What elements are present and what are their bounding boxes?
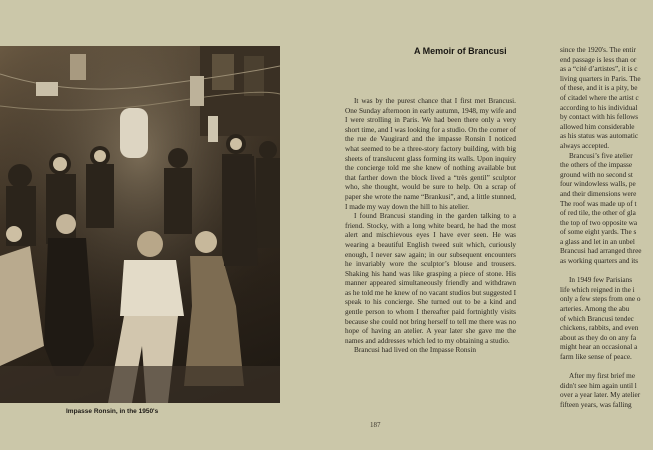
text-line: and their dimensions were bbox=[560, 189, 637, 198]
text-line: of some eight yards. The s bbox=[560, 228, 637, 237]
photo-caption: Impasse Ronsin, in the 1950's bbox=[66, 408, 159, 415]
paragraph: Brancusi had lived on the Impasse Ronsin bbox=[354, 346, 477, 355]
text-line: didn't see him again until l bbox=[560, 381, 637, 390]
text-line: four windowless walls, pe bbox=[560, 180, 636, 189]
dance-scene-illustration bbox=[0, 46, 280, 403]
text-line: since the 1920's. The entir bbox=[560, 46, 636, 54]
text-line: according to his individual bbox=[560, 103, 638, 112]
text-line: farm like sense of peace. bbox=[560, 353, 632, 361]
text-line: ground with no second st bbox=[560, 170, 633, 179]
text-line: of these, and it is a pity, be bbox=[560, 84, 638, 93]
text-line: might hear an occasional a bbox=[560, 343, 638, 352]
text-column-left bbox=[345, 97, 516, 356]
text-column-right-cropped bbox=[560, 46, 653, 411]
text-line: a glass and let in an unbel bbox=[560, 237, 635, 246]
text-line: as his status was automatic bbox=[560, 132, 639, 141]
text-line: always accepted. bbox=[560, 141, 610, 150]
page-number: 187 bbox=[370, 421, 381, 429]
photograph-impasse-ronsin bbox=[0, 46, 280, 403]
text-line: life which reigned in the i bbox=[560, 285, 635, 294]
text-line: of citadel where the artist c bbox=[560, 93, 639, 102]
text-line: about as they do on any fa bbox=[560, 333, 637, 342]
text-line: as a “cité d’artistes”, it is c bbox=[560, 65, 638, 74]
text-line: arteries. Among the abu bbox=[560, 305, 630, 314]
text-line: After my first brief me bbox=[569, 372, 636, 381]
text-line: the others of the impasse bbox=[560, 161, 633, 170]
text-line: The roof was made up of t bbox=[560, 199, 637, 208]
text-line: by contact with his fellows bbox=[560, 113, 639, 122]
text-line: the top of two opposite wa bbox=[560, 218, 638, 227]
paragraph: I found Brancusi standing in the garden talking to a friend. Stocky, with a long white beard, he had the most alert and mischievous eyes I have ever seen. He was wearing a beautiful English tweed suit which, curiously enough, I never saw again; in our subsequent encounters he invariably wore the sculptor’s blouse and trousers. Shaking his hand was like grasping a piece of stone. His manner appeared simultaneously friendly and withdrawn as he told me he knew of no vacant studios but suggested I speak to his concierge. She turned out to be a kind and gentle person to whom I thereafter paid fortnightly visits because she could not bring herself to tell me there was no hope of having an atelier. A year later she gave me the names and addresses which led to my obtaining a studio. bbox=[345, 212, 516, 345]
text-line: living quarters in Paris. The bbox=[560, 74, 641, 83]
text-line: over a year later. My atelier bbox=[560, 391, 641, 400]
text-line: end passage is less than or bbox=[560, 55, 637, 64]
text-line: as working quarters and its bbox=[560, 257, 639, 266]
text-line: only a few steps from one o bbox=[560, 295, 641, 304]
text-line: In 1949 few Parisians bbox=[569, 276, 633, 285]
text-line: of which Brancusi tendec bbox=[560, 314, 634, 323]
article-title: A Memoir of Brancusi bbox=[414, 46, 507, 56]
text-line: of red tile, the other of gla bbox=[560, 209, 636, 218]
text-line: allowed him considerable bbox=[560, 122, 635, 131]
text-line: Brancusi’s five atelier bbox=[569, 151, 633, 160]
text-line: fifteen years, was falling bbox=[560, 400, 632, 409]
text-line: Brancusi had arranged three bbox=[560, 247, 642, 256]
paragraph: It was by the purest chance that I first met Brancusi. One Sunday afternoon in early autumn, 1948, my wife and I were strolling in Paris. We had been there only a very short time, and I was looking for a studio. On the corner of the rue de Vaugirard and the impasse Ronsin I noticed what seemed to be a three-story factory building, with big sheets of translucent glass forming its walls. Upon inquiry the concierge told me she knew of nothing available but that farther down the block lived a “très gentil” sculptor who, she thought, would be sure to help. On a scrap of paper she wrote the name “Brankusi”, and, a little stunned, I made my way down the hill to his atelier. bbox=[345, 97, 516, 211]
text-line: chickens, rabbits, and even bbox=[560, 324, 639, 333]
